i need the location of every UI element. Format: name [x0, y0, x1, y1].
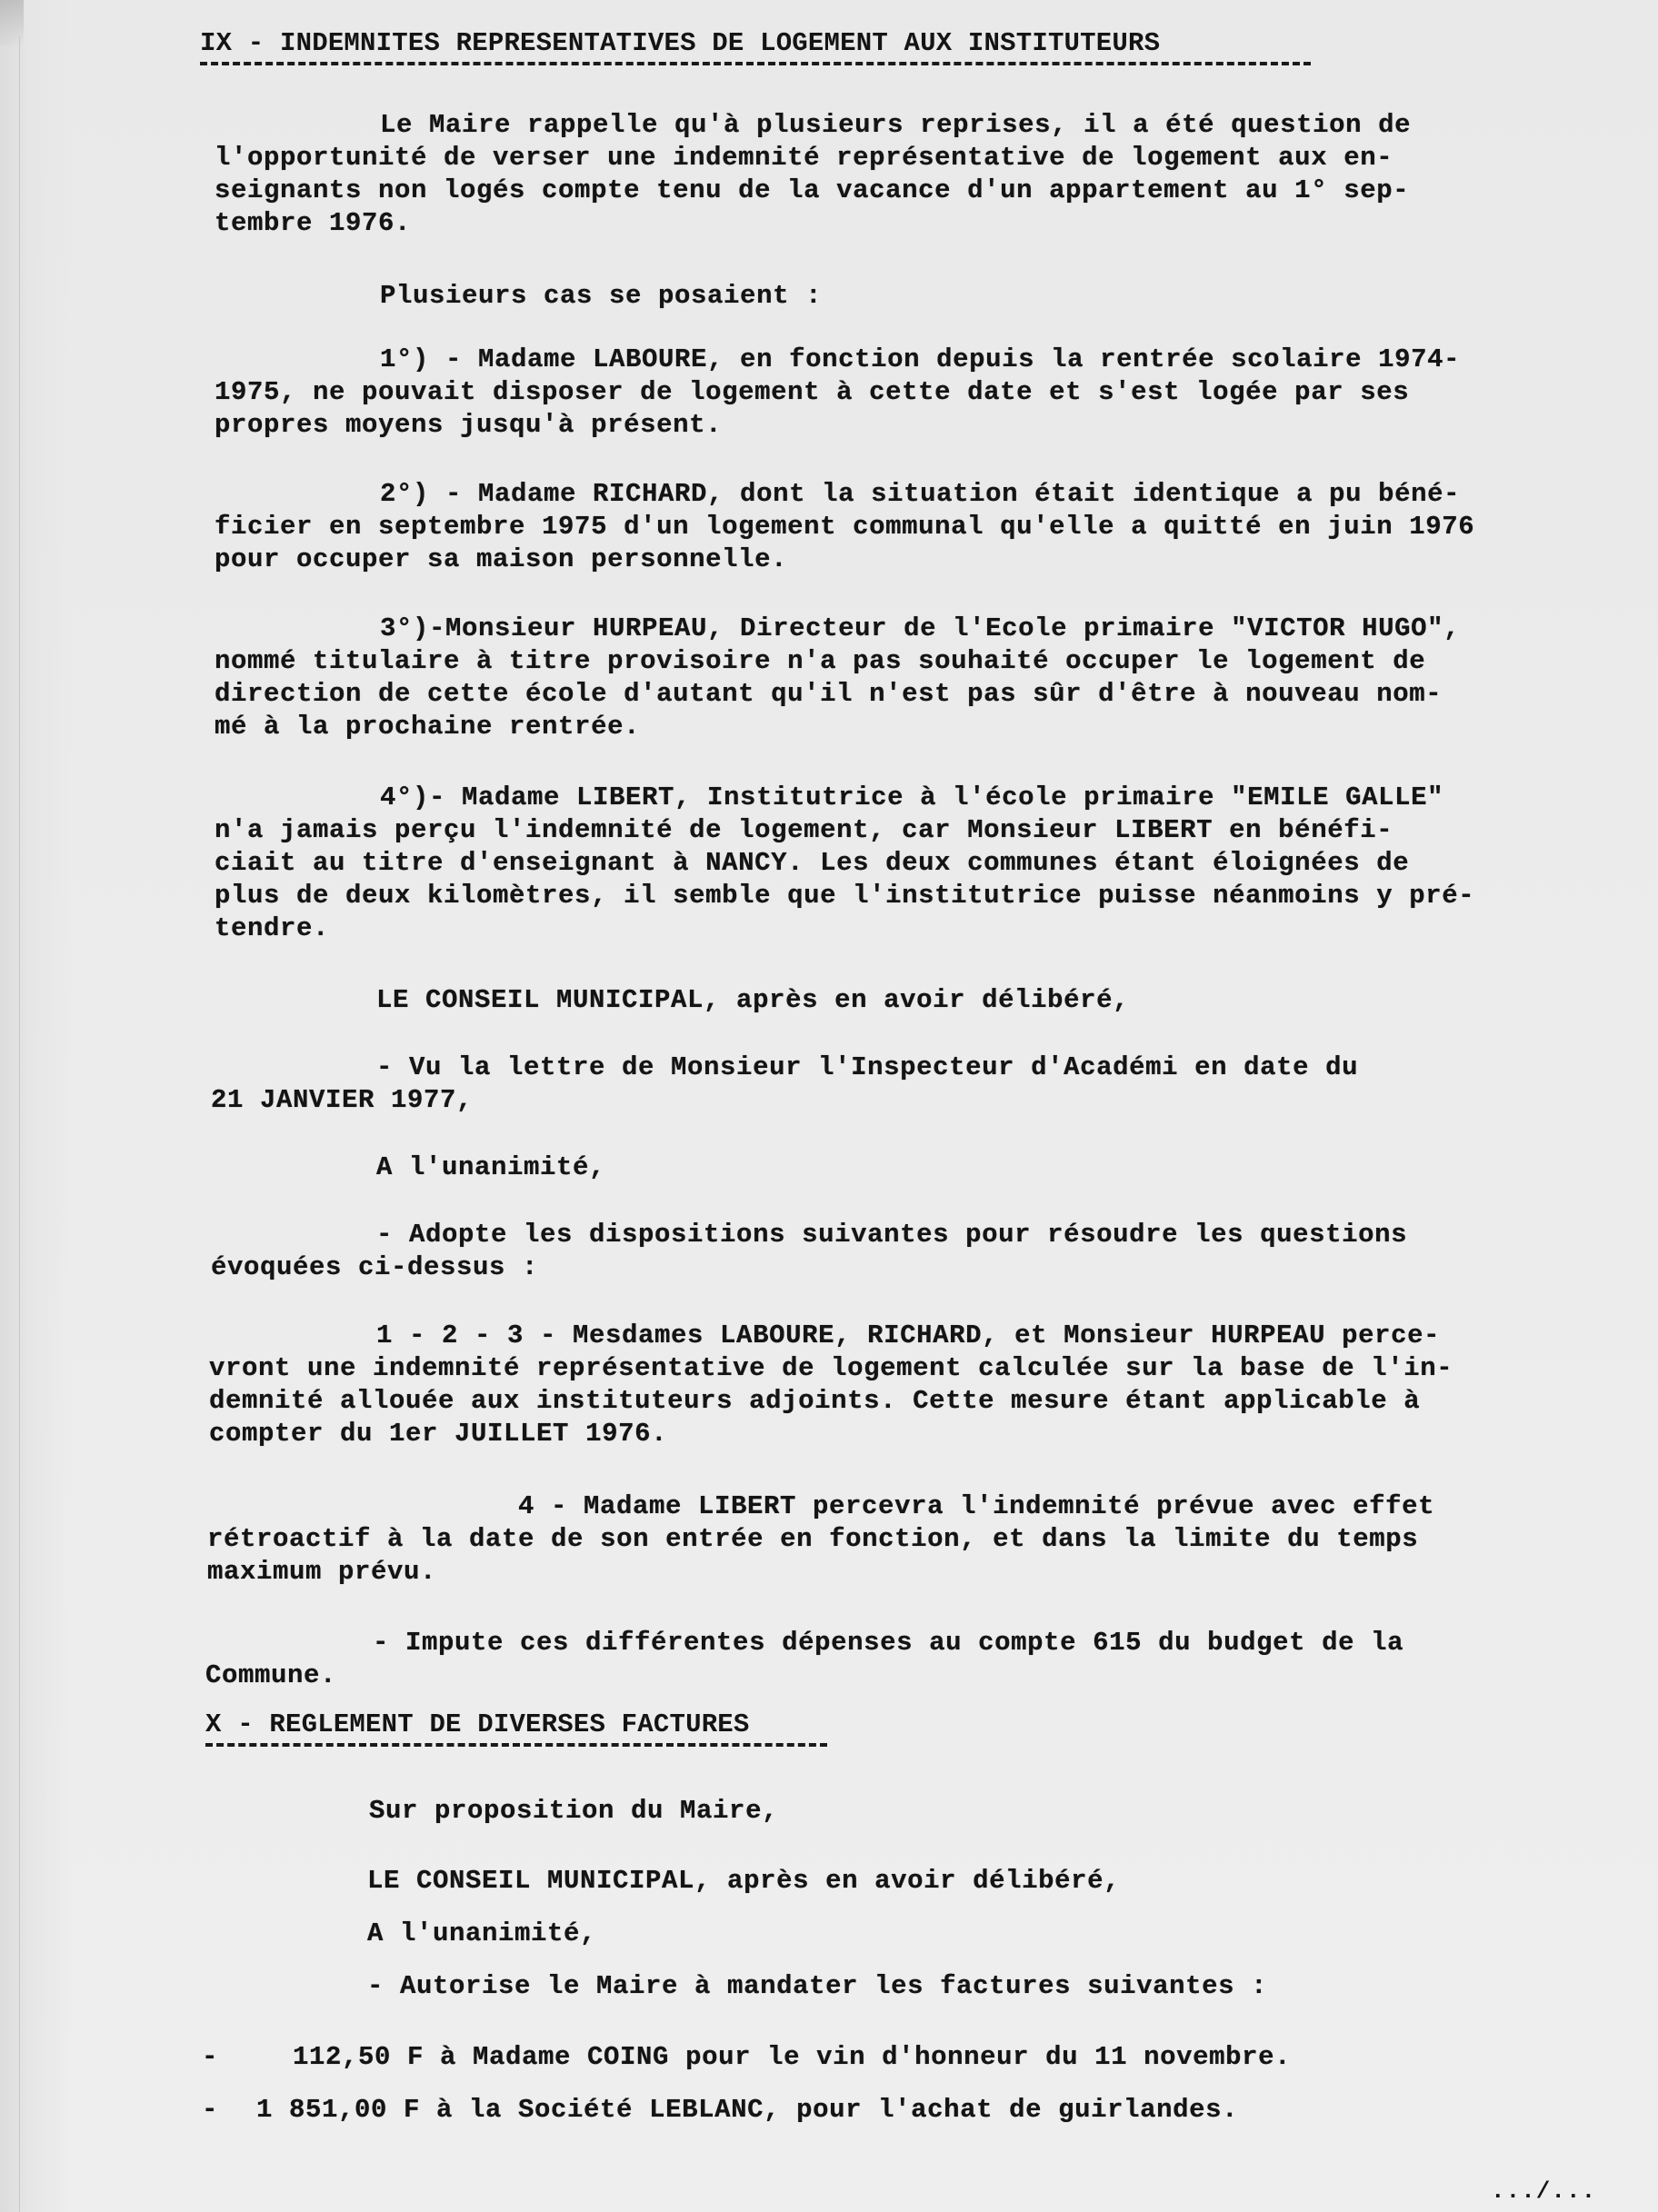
decision-line: compter du 1er JUILLET 1976. [209, 1419, 668, 1449]
unanimity-statement: A l'unanimité, [367, 1918, 597, 1948]
impute-line: - Impute ces différentes dépenses au compte 615 du budget de la [373, 1628, 1404, 1658]
invoice-bullet: - [202, 2042, 219, 2072]
unanimity-statement: A l'unanimité, [376, 1152, 606, 1182]
decision-line: rétroactif à la date de son entrée en fonction, et dans la limite du temps [207, 1524, 1419, 1554]
case-line: mé à la prochaine rentrée. [215, 712, 641, 742]
decision-line: maximum prévu. [207, 1557, 437, 1587]
decision-line: 4 - Madame LIBERT percevra l'indemnité prévue avec effet [518, 1491, 1435, 1521]
intro-line: seignants non logés compte tenu de la vacance d'un appartement au 1° sep- [215, 175, 1410, 205]
adopte-line: évoquées ci-dessus : [211, 1252, 539, 1282]
page-fold-corner [0, 0, 24, 45]
intro-line: l'opportunité de verser une indemnité représentative de logement aux en- [215, 143, 1393, 173]
page-fold-line [19, 36, 20, 2212]
invoice-bullet: - [202, 2095, 219, 2125]
case-line: direction de cette école d'autant qu'il n'est pas sûr d'être à nouveau nom- [215, 679, 1443, 709]
section-ix-heading: IX - INDEMNITES REPRESENTATIVES DE LOGEMENT AUX INSTITUTEURS [200, 28, 1161, 58]
case-line: pour occuper sa maison personnelle. [215, 544, 788, 574]
adopte-line: - Adopte les dispositions suivantes pour résoudre les questions [376, 1220, 1408, 1250]
case-line: 3°)-Monsieur HURPEAU, Directeur de l'Ecole primaire "VICTOR HUGO", [380, 613, 1461, 643]
case-line: 1°) - Madame LABOURE, en fonction depuis la rentrée scolaire 1974- [380, 344, 1461, 374]
invoice-text: 1 851,00 F à la Société LEBLANC, pour l'achat de guirlandes. [256, 2095, 1239, 2125]
decision-line: demnité allouée aux instituteurs adjoints. Cette mesure étant applicable à [209, 1386, 1421, 1416]
page-continuation-marker: .../... [1491, 2177, 1597, 2205]
decision-line: vront une indemnité représentative de logement calculée sur la base de l'in- [209, 1353, 1453, 1383]
vu-lettre-line: 21 JANVIER 1977, [211, 1085, 474, 1115]
case-line: n'a jamais perçu l'indemnité de logement, car Monsieur LIBERT en bénéfi- [215, 815, 1393, 845]
council-statement: LE CONSEIL MUNICIPAL, après en avoir délibéré, [376, 985, 1130, 1015]
case-line: 4°)- Madame LIBERT, Institutrice à l'école primaire "EMILE GALLE" [380, 782, 1444, 812]
proposal-statement: Sur proposition du Maire, [369, 1796, 779, 1826]
council-statement: LE CONSEIL MUNICIPAL, après en avoir délibéré, [367, 1866, 1121, 1896]
decision-line: 1 - 2 - 3 - Mesdames LABOURE, RICHARD, et Monsieur HURPEAU perce- [376, 1320, 1441, 1350]
case-line: 2°) - Madame RICHARD, dont la situation était identique a pu béné- [380, 479, 1461, 509]
intro-line: tembre 1976. [215, 208, 412, 238]
case-line: ficier en septembre 1975 d'un logement communal qu'elle a quitté en juin 1976 [215, 512, 1475, 542]
page-edge-shadow [0, 0, 73, 2212]
case-line: tendre. [215, 913, 330, 943]
impute-line: Commune. [205, 1660, 337, 1690]
case-line: plus de deux kilomètres, il semble que l'institutrice puisse néanmoins y pré- [215, 881, 1475, 911]
authorize-statement: - Autorise le Maire à mandater les factures suivantes : [367, 1971, 1268, 2001]
section-x-heading: X - REGLEMENT DE DIVERSES FACTURES [205, 1709, 750, 1739]
section-ix-heading-underline [200, 62, 1311, 65]
case-line: 1975, ne pouvait disposer de logement à cette date et s'est logée par ses [215, 377, 1410, 407]
section-x-heading-underline [205, 1743, 827, 1747]
invoice-text: 112,50 F à Madame COING pour le vin d'honneur du 11 novembre. [293, 2042, 1292, 2072]
case-line: ciait au titre d'enseignant à NANCY. Les deux communes étant éloignées de [215, 848, 1410, 878]
cases-intro: Plusieurs cas se posaient : [380, 281, 823, 311]
case-line: propres moyens jusqu'à présent. [215, 410, 723, 440]
vu-lettre-line: - Vu la lettre de Monsieur l'Inspecteur d'Académi en date du [376, 1052, 1359, 1082]
case-line: nommé titulaire à titre provisoire n'a pas souhaité occuper le logement de [215, 646, 1426, 676]
intro-line: Le Maire rappelle qu'à plusieurs reprises, il a été question de [380, 110, 1412, 140]
